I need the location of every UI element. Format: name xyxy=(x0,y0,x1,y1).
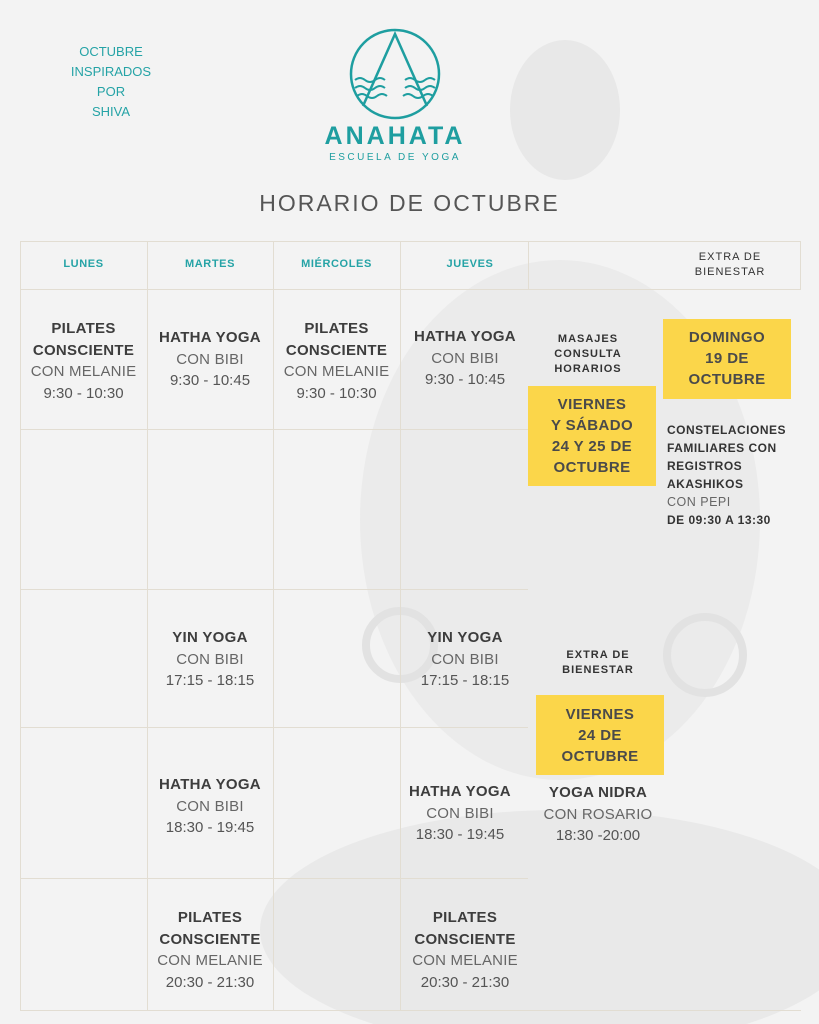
header-line: BIENESTAR xyxy=(562,664,634,676)
class-time: 9:30 - 10:30 xyxy=(296,384,377,402)
class-name: CONSCIENTE xyxy=(159,930,261,948)
class-name: HATHA YOGA xyxy=(409,783,511,800)
class-miercoles-pilates xyxy=(273,318,400,404)
header-line: BIENESTAR xyxy=(694,266,766,278)
date-line: Y SÁBADO xyxy=(550,417,634,434)
class-teacher: CON MELANIE xyxy=(412,952,518,969)
note-line: SHIVA xyxy=(91,104,131,119)
date-line: OCTUBRE xyxy=(561,748,639,765)
class-time: 17:15 - 18:15 xyxy=(420,672,510,689)
class-time: 18:30 - 19:45 xyxy=(165,819,255,836)
grid-header-divider xyxy=(20,289,801,290)
masajes-label xyxy=(538,332,638,377)
class-name: CONSCIENTE xyxy=(285,341,388,359)
event-title-line: CONSTELACIONES xyxy=(667,423,787,437)
class-jueves-hatha xyxy=(400,326,530,391)
event-time: DE 09:30 A 13:30 xyxy=(667,513,771,527)
page-title: HORARIO DE OCTUBRE xyxy=(259,190,560,216)
class-name: YOGA NIDRA xyxy=(548,784,648,801)
class-name: PILATES xyxy=(51,320,116,337)
grid-border-top xyxy=(20,241,801,242)
masajes-line: CONSULTA xyxy=(554,348,622,360)
brand-name: ANAHATA xyxy=(324,122,466,150)
class-name: HATHA YOGA xyxy=(159,776,261,793)
class-yoga-nidra xyxy=(528,782,668,847)
day-header-martes: MARTES xyxy=(184,258,236,270)
mountain-wave-icon xyxy=(345,28,445,120)
class-teacher: CON MELANIE xyxy=(283,363,390,380)
class-name: CONSCIENTE xyxy=(32,341,135,359)
constelaciones-block xyxy=(667,421,815,529)
class-time: 18:30 -20:00 xyxy=(555,827,641,844)
class-name: YIN YOGA xyxy=(172,629,248,646)
class-time: 20:30 - 21:30 xyxy=(420,973,510,991)
class-time: 18:30 - 19:45 xyxy=(415,826,505,843)
class-teacher: CON BIBI xyxy=(176,350,244,368)
viernes-date-box xyxy=(536,695,664,775)
event-teacher: CON PEPI xyxy=(667,495,731,509)
date-line: DOMINGO xyxy=(688,329,766,346)
class-name: YIN YOGA xyxy=(427,629,503,646)
header-line: EXTRA DE xyxy=(698,251,762,263)
brand-subtitle: ESCUELA DE YOGA xyxy=(329,152,461,163)
class-name: PILATES xyxy=(304,320,369,337)
day-header-jueves: JUEVES xyxy=(446,258,494,270)
extra-bienestar-header xyxy=(660,250,800,280)
grid-row-divider xyxy=(20,429,528,430)
date-line: OCTUBRE xyxy=(688,371,766,388)
grid-border-bottom xyxy=(20,1010,801,1011)
grid-border-right xyxy=(800,241,801,289)
class-time: 17:15 - 18:15 xyxy=(165,672,255,689)
grid-row-divider xyxy=(20,878,528,879)
note-line: OCTUBRE xyxy=(79,44,143,59)
class-teacher: CON BIBI xyxy=(176,650,244,668)
event-title-line: FAMILIARES CON xyxy=(667,441,777,455)
class-teacher: CON BIBI xyxy=(431,349,499,367)
class-martes-pilates-evening xyxy=(147,907,273,993)
class-martes-hatha-evening xyxy=(147,774,273,839)
domingo-date-box xyxy=(663,319,791,399)
class-teacher: CON BIBI xyxy=(426,804,494,822)
event-title-line: AKASHIKOS xyxy=(667,477,744,491)
class-name: HATHA YOGA xyxy=(414,328,516,345)
day-header-miercoles: MIÉRCOLES xyxy=(301,258,372,270)
masajes-line: MASAJES xyxy=(557,333,619,345)
class-jueves-yin xyxy=(400,627,530,692)
day-header-lunes: LUNES xyxy=(63,258,104,270)
date-line: VIERNES xyxy=(557,396,627,413)
class-teacher: CON MELANIE xyxy=(157,952,263,969)
class-name: PILATES xyxy=(432,909,498,926)
class-teacher: CON MELANIE xyxy=(30,363,137,380)
class-time: 9:30 - 10:45 xyxy=(424,371,506,388)
masajes-date-box xyxy=(528,386,656,486)
class-martes-yin xyxy=(147,627,273,692)
date-line: 19 DE xyxy=(705,350,749,367)
date-line: OCTUBRE xyxy=(553,459,631,476)
class-teacher: CON BIBI xyxy=(176,797,244,815)
class-name: CONSCIENTE xyxy=(414,930,516,948)
anahata-logo xyxy=(318,28,472,176)
class-jueves-hatha-evening xyxy=(395,781,525,846)
class-lunes-pilates xyxy=(20,318,147,404)
class-time: 9:30 - 10:45 xyxy=(169,372,251,389)
class-jueves-pilates-evening xyxy=(400,907,530,993)
month-theme-note xyxy=(62,42,160,122)
date-line: 24 DE xyxy=(578,727,622,744)
note-line: INSPIRADOS POR xyxy=(70,64,152,99)
class-martes-hatha xyxy=(147,327,273,392)
class-teacher: CON BIBI xyxy=(431,650,499,668)
header-line: EXTRA DE xyxy=(566,649,630,661)
grid-row-divider xyxy=(20,727,528,728)
masajes-line: HORARIOS xyxy=(554,363,622,375)
extra-bienestar-header-2 xyxy=(528,648,668,678)
date-line: VIERNES xyxy=(565,706,635,723)
class-name: HATHA YOGA xyxy=(159,329,261,346)
class-teacher: CON ROSARIO xyxy=(543,805,653,823)
class-time: 20:30 - 21:30 xyxy=(165,973,255,991)
date-line: 24 Y 25 DE xyxy=(551,438,633,455)
class-name: PILATES xyxy=(177,909,243,926)
class-time: 9:30 - 10:30 xyxy=(43,384,124,402)
event-title-line: REGISTROS xyxy=(667,459,743,473)
grid-row-divider xyxy=(20,589,528,590)
